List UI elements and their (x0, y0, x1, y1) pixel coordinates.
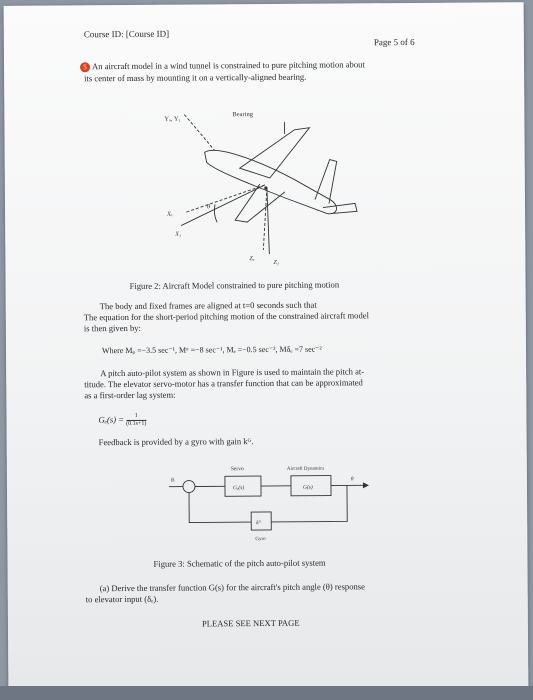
parameters-line: Where Mᵩ =−3.5 sec⁻¹, Mᵅ =−8 sec⁻¹, Mₑ =−0.5 sec⁻², Mδₑ =7 sec⁻² (101, 344, 322, 356)
fixed-z-axis (267, 188, 269, 254)
zb-label: Zₐ (249, 256, 255, 263)
xb-label: Xₐ (167, 211, 173, 218)
question-text-1: An aircraft model in a wind tunnel is constrained to pure pitching motion about (92, 59, 365, 72)
aircraft-figure (144, 99, 385, 271)
part-a-line1: (a) Derive the transfer function G(s) for the aircraft's pitch angle (θ) response (99, 581, 365, 594)
document-page (4, 2, 529, 692)
servo-block-text: Gₑ(s) (232, 485, 245, 492)
axes-top-label: Yₐ, Y₁ (164, 115, 181, 123)
bearing-label: Bearing (232, 111, 253, 119)
gyro-label: Gyro (255, 537, 266, 543)
paragraph2-line3: as a first-order lag system: (84, 389, 176, 401)
body-z-axis (263, 188, 267, 250)
gyro-block-text: kᴳ (256, 520, 262, 527)
body-x-axis (185, 185, 265, 213)
x1-label: X₁ (175, 231, 181, 238)
servo-transfer-function (98, 413, 146, 428)
paragraph2-line2: titude. The elevator servo-motor has a transfer function that can be approximated (84, 377, 363, 390)
summing-junction (183, 480, 195, 492)
output-label: θ (350, 476, 354, 483)
course-id-header: Course ID: [Course ID] (83, 28, 170, 40)
body-y-axis (184, 114, 214, 150)
theta-arc (214, 204, 217, 222)
input-label: θᵣ (170, 477, 176, 484)
feedback-line: Feedback is provided by a gyro with gain kᴳ. (98, 436, 254, 448)
part-a-line2: to elevator input (δₑ). (85, 593, 159, 605)
paragraph1-line3: is then given by: (83, 322, 141, 334)
gyro-block (251, 512, 271, 530)
block-diagram (167, 455, 378, 546)
dynamics-label: Aircraft Dynamics (286, 466, 325, 472)
dynamics-block-text: G(s) (302, 484, 313, 491)
tf-lhs: Gₑ(s) = (98, 414, 127, 425)
fixed-x-axis (181, 185, 265, 226)
page-number: Page 5 of 6 (373, 36, 415, 48)
z1-label: Z₁ (273, 259, 279, 266)
theta-label: θ (206, 203, 211, 211)
paragraph2-line1: A pitch auto-pilot system as shown in Figure is used to maintain the pitch at- (100, 366, 365, 379)
bottom-edge-bar (0, 686, 533, 700)
paragraph1-line1: The body and fixed frames are aligned at t=0 seconds such that (99, 299, 317, 312)
aircraft-wing (239, 128, 309, 178)
next-page-note: PLEASE SEE NEXT PAGE (201, 617, 300, 629)
question-line-1 (80, 59, 365, 72)
paragraph1-line2: The equation for the short-period pitching motion of the constrained aircraft model (83, 310, 370, 323)
tf-numerator: 1 (126, 413, 146, 421)
figure2-caption: Figure 2: Aircraft Model constrained to pure pitching motion (129, 279, 340, 291)
question-line-2: its center of mass by mounting it on a vertically-aligned bearing. (84, 71, 307, 84)
tf-denominator: (0.1s+1) (126, 420, 147, 427)
servo-label: Servo (230, 466, 244, 473)
question-number-badge: 5 (80, 62, 90, 72)
figure3-caption: Figure 3: Schematic of the pitch auto-pilot system (153, 557, 326, 569)
